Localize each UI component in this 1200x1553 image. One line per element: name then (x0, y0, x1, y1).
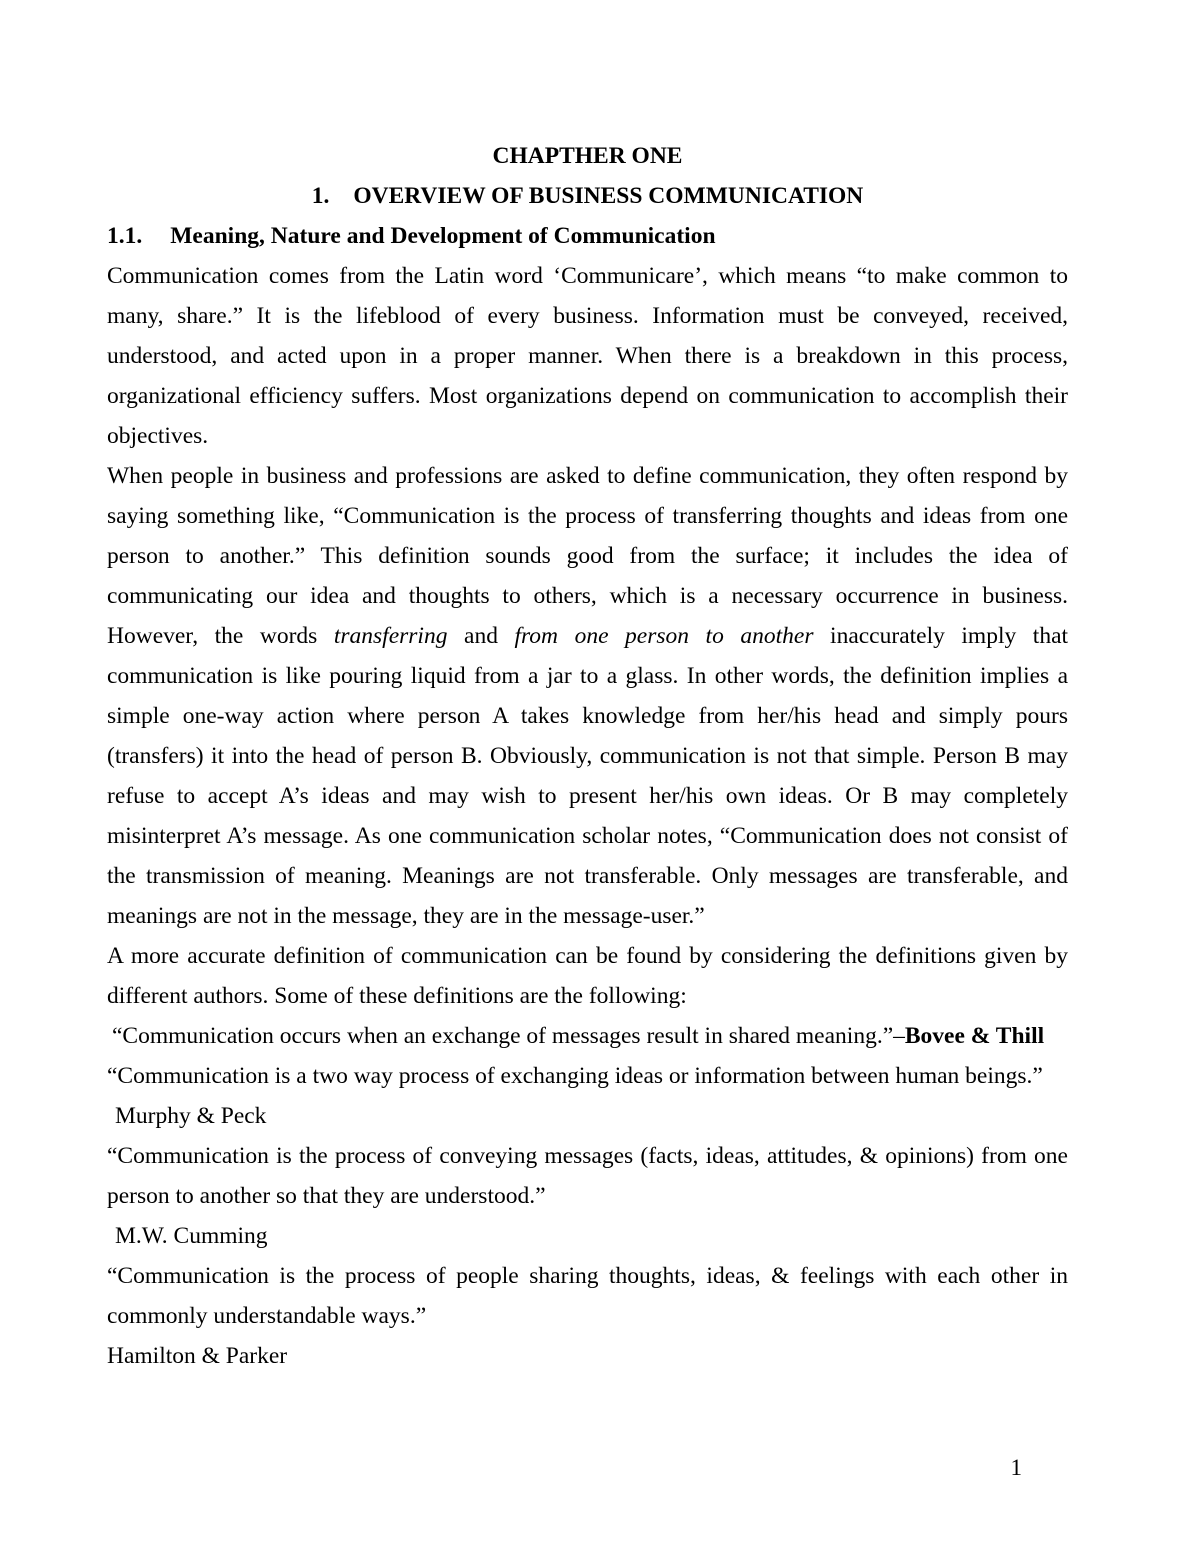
definition-quote-cumming: “Communication is the process of conveying messages (facts, ideas, attitudes, & opinions) from one person to another so that they are understood.” (107, 1143, 1068, 1209)
definition-author-murphy-peck: Murphy & Peck (115, 1103, 267, 1129)
subsection-title: Meaning, Nature and Development of Communication (170, 223, 716, 249)
document-content (107, 136, 1068, 1376)
italic-phrase-from-one-person: from one person to another (514, 623, 814, 649)
italic-word-transferring: transferring (333, 623, 448, 649)
paragraph-accurate-definitions-intro: A more accurate definition of communication can be found by considering the definitions given by different authors. Some of these definitions are the following: (107, 943, 1068, 1009)
section-heading (107, 176, 1068, 216)
chapter-title: CHAPTHER ONE (492, 143, 683, 169)
section-number: 1. (311, 183, 330, 209)
page-number: 1 (1010, 1455, 1022, 1480)
definition-quote-murphy: “Communication is a two way process of exchanging ideas or information between human beings.” (107, 1063, 1043, 1089)
subsection-heading (107, 216, 1068, 256)
definition-author-bovee-thill: Bovee & Thill (904, 1023, 1045, 1049)
definition-author-hamilton-parker: Hamilton & Parker (107, 1343, 288, 1369)
definition-author-mw-cumming: M.W. Cumming (115, 1223, 268, 1249)
paragraph-text: inaccurately imply that communication is like pouring liquid from a jar to a glass. In other words, the definition implies a simple one-way action where person A takes knowledge from her/his head and simply pours (transfers) it into the head of person B. Obviously, communication is not that simple. Person B may refuse to accept A’s ideas and may wish to present her/his own ideas. Or B may completely misinterpret A’s message. As one communication scholar notes, “Communication does not consist of the transmission of meaning. Meanings are not transferable. Only messages are transferable, and meanings are not in the message, they are in the message-user.” (107, 623, 1069, 929)
definition-quote-hamilton: “Communication is the process of people sharing thoughts, ideas, & feelings with each other in commonly understandable ways.” (107, 1263, 1068, 1329)
paragraph-definition-origin: Communication comes from the Latin word ‘Communicare’, which means “to make common to many, share.” It is the lifeblood of every business. Information must be conveyed, received, understood, and acted upon in a proper manner. When there is a breakdown in this process, organizational efficiency suffers. Most organizations depend on communication to accomplish their objectives. (107, 263, 1068, 449)
definition-quote-text: “Communication occurs when an exchange of messages result in shared meaning.”– (112, 1023, 905, 1049)
paragraph-text: When people in business and professions are asked to define communication, they often respond by saying something like, “Communication is the process of transferring thoughts and ideas from one person to another.” This definition sounds good from the surface; it includes the idea of communicating our idea and thoughts to others, which is a necessary occurrence in business. However, the words (107, 463, 1068, 649)
definition-quote-bovee (107, 1016, 1068, 1056)
paragraph-text: and (447, 623, 515, 649)
paragraph-transfer-critique (107, 456, 1068, 936)
subsection-number: 1.1. (107, 223, 143, 249)
section-title: OVERVIEW OF BUSINESS COMMUNICATION (353, 183, 864, 209)
